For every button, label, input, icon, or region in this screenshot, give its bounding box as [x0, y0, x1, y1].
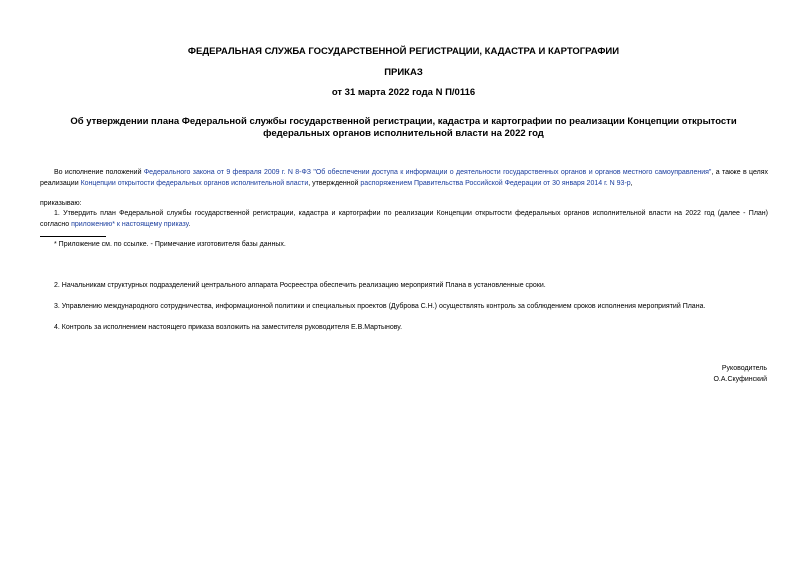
preamble-text-1: Во исполнение положений — [54, 169, 144, 176]
item-1-end: . — [188, 221, 191, 228]
organization-name: ФЕДЕРАЛЬНАЯ СЛУЖБА ГОСУДАРСТВЕННОЙ РЕГИСТРАЦИИ, КАДАСТРА И КАРТОГРАФИИ — [187, 46, 620, 57]
preamble-text-4: , — [630, 180, 633, 187]
preamble-text-3: , утвержденной — [308, 180, 361, 187]
item-2-paragraph: 2. Начальникам структурных подразделений центрального аппарата Росреестра обеспечить реализацию мероприятий Плана в установленные сроки. — [54, 282, 546, 289]
document-title: Об утверждении плана Федеральной службы государственной регистрации, кадастра и картографии по реализации Концепции открытости федеральных органов исполнительной власти на 2022 год — [70, 116, 737, 139]
preamble-text-2: , а также в целях реализации — [40, 169, 768, 187]
item-3-paragraph: 3. Управлению международного сотрудничества, информационной политики и специальных проектов (Дуброва С.Н.) осуществлять контроль за соблюдением сроков исполнения мероприятий Плана. — [54, 303, 706, 310]
item-1-text: 1. Утвердить план Федеральной службы государственной регистрации, кадастра и картографии по реализации Концепции открытости федеральных органов исполнительной власти на 2022 год (далее - План) согласно — [40, 210, 768, 228]
footnote: * Приложение см. по ссылке. - Примечание изготовителя базы данных. — [54, 241, 286, 248]
footnote-divider — [40, 236, 106, 237]
item-4-paragraph: 4. Контроль за исполнением настоящего приказа возложить на заместителя руководителя Е.В.Мартынову. — [54, 324, 403, 331]
preamble-paragraph — [40, 167, 768, 189]
item-1-paragraph — [40, 208, 768, 230]
government-order-link[interactable]: распоряжением Правительства Российской Федерации от 30 января 2014 г. N 93-р — [360, 180, 631, 187]
order-word: приказываю: — [40, 200, 82, 207]
signature-name: О.А.Скуфинский — [713, 376, 767, 383]
document-type: ПРИКАЗ — [384, 67, 423, 78]
document-date-number: от 31 марта 2022 года N П/0116 — [331, 87, 476, 98]
openness-concept-link[interactable]: Концепции открытости федеральных органов исполнительной власти — [80, 180, 309, 187]
appendix-link[interactable]: приложению* к настоящему приказу — [71, 221, 189, 228]
federal-law-link[interactable]: Федерального закона от 9 февраля 2009 г. N 8-ФЗ "Об обеспечении доступа к информации о деятельности государственных органов и органов местного самоуправления" — [143, 169, 712, 176]
signature-position: Руководитель — [721, 365, 767, 372]
